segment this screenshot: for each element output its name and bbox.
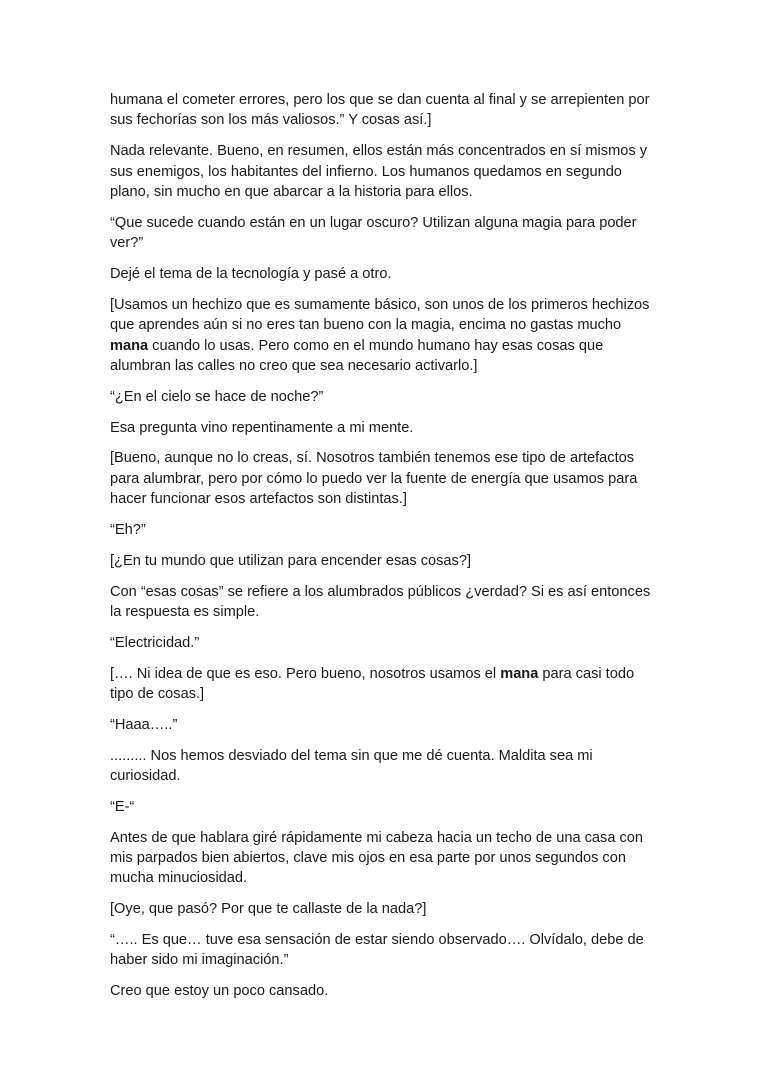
paragraph bbox=[110, 899, 658, 919]
paragraph-text: Antes de que hablara giré rápidamente mi cabeza hacia un techo de una casa con mis parpados bien abiertos, clave mis ojos en esa parte por unos segundos con mucha minuciosidad. bbox=[110, 829, 644, 887]
paragraph bbox=[110, 981, 658, 1001]
paragraph-text: [Usamos un hechizo que es sumamente básico, son unos de los primeros hechizos que aprendes aún si no eres tan bueno con la magia, encima no gastas mucho bbox=[110, 296, 650, 334]
paragraph bbox=[110, 213, 658, 254]
document-body bbox=[110, 90, 658, 1012]
paragraph-text: Esa pregunta vino repentinamente a mi mente. bbox=[110, 419, 414, 436]
paragraph bbox=[110, 90, 658, 131]
paragraph-text: ......... Nos hemos desviado del tema sin que me dé cuenta. Maldita sea mi curiosidad. bbox=[110, 747, 593, 785]
paragraph bbox=[110, 930, 658, 971]
paragraph-text: […. Ni idea de que es eso. Pero bueno, nosotros usamos el bbox=[110, 665, 501, 682]
paragraph-text: “¿En el cielo se hace de noche?” bbox=[110, 388, 324, 405]
paragraph-text: “Electricidad.” bbox=[110, 634, 200, 651]
paragraph-text: Con “esas cosas” se refiere a los alumbrados públicos ¿verdad? Si es así entonces la respuesta es simple. bbox=[110, 583, 651, 621]
paragraph bbox=[110, 520, 658, 540]
paragraph bbox=[110, 797, 658, 817]
paragraph bbox=[110, 448, 658, 509]
paragraph bbox=[110, 633, 658, 653]
paragraph-text: cuando lo usas. Pero como en el mundo humano hay esas cosas que alumbran las calles no creo que sea necesario activarlo.] bbox=[110, 337, 604, 375]
paragraph-text: Nada relevante. Bueno, en resumen, ellos están más concentrados en sí mismos y sus enemigos, los habitantes del infierno. Los humanos quedamos en segundo plano, sin mucho en que abarcar a la historia para ellos. bbox=[110, 143, 648, 201]
paragraph-text: humana el cometer errores, pero los que se dan cuenta al final y se arrepienten por sus fechorías son los más valiosos.” Y cosas así.] bbox=[110, 92, 650, 129]
paragraph bbox=[110, 387, 658, 407]
paragraph bbox=[110, 141, 658, 202]
paragraph bbox=[110, 295, 658, 377]
paragraph-text: “E-“ bbox=[110, 798, 135, 815]
paragraph bbox=[110, 264, 658, 284]
paragraph bbox=[110, 664, 658, 705]
paragraph-text: “Haaa…..” bbox=[110, 716, 178, 733]
paragraph-text: Dejé el tema de la tecnología y pasé a otro. bbox=[110, 266, 392, 283]
paragraph-text: “….. Es que… tuve esa sensación de estar siendo observado…. Olvídalo, debe de haber sido mi imaginación.” bbox=[110, 932, 644, 969]
paragraph-text: Creo que estoy un poco cansado. bbox=[110, 983, 329, 1000]
paragraph-text: [¿En tu mundo que utilizan para encender esas cosas?] bbox=[110, 552, 472, 569]
paragraph bbox=[110, 418, 658, 438]
bold-term: mana bbox=[110, 337, 149, 354]
paragraph bbox=[110, 582, 658, 623]
paragraph-text: “Eh?” bbox=[110, 522, 146, 539]
paragraph-text: [Bueno, aunque no lo creas, sí. Nosotros también tenemos ese tipo de artefactos para alumbrar, pero por cómo lo puedo ver la fuente de energía que usamos para hacer funcionar esos artefactos son distintas.] bbox=[110, 450, 638, 508]
bold-term: mana bbox=[500, 665, 539, 682]
paragraph-text: para casi todo tipo de cosas.] bbox=[110, 665, 635, 703]
paragraph bbox=[110, 715, 658, 735]
paragraph bbox=[110, 746, 658, 787]
paragraph-text: [Oye, que pasó? Por que te callaste de la nada?] bbox=[110, 901, 427, 918]
paragraph bbox=[110, 551, 658, 571]
paragraph-text: “Que sucede cuando están en un lugar oscuro? Utilizan alguna magia para poder ver?” bbox=[110, 214, 637, 252]
paragraph bbox=[110, 828, 658, 889]
